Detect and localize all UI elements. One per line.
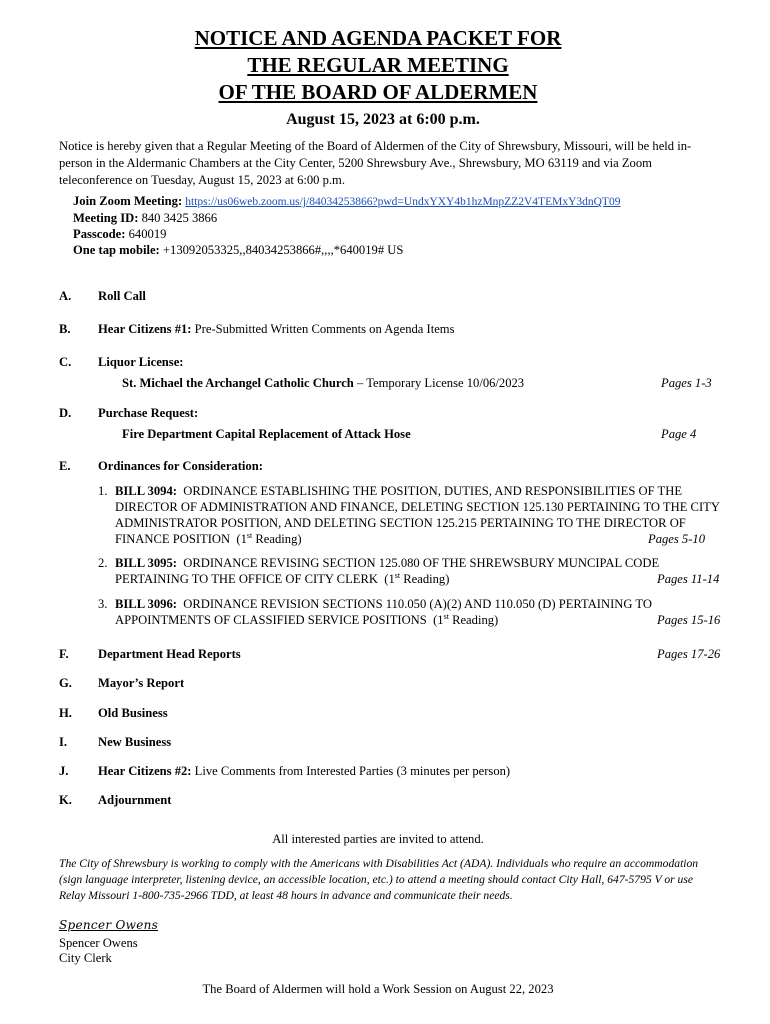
item-title: Purchase Request:	[98, 406, 199, 420]
item-title: Adjournment	[98, 793, 172, 807]
meeting-id-label: Meeting ID:	[73, 211, 139, 225]
notice-paragraph: Notice is hereby given that a Regular Meeting of the Board of Aldermen of the City of Shrewsbury, Missouri, will be held in-person in the Aldermanic Chambers at the City Center, 5200 Shrewsbury Ave., Shrewsbury, MO 63119 and via Zoom teleconference on Tuesday, August 15, 2023 at 6:00 p.m.	[59, 139, 692, 187]
bill-reading: (1st Reading)	[236, 531, 302, 546]
item-title: Mayor’s Report	[98, 676, 185, 690]
item-title: New Business	[98, 735, 172, 749]
item-title: Hear Citizens #2:	[98, 764, 192, 778]
page-ref: Pages 5-10	[648, 532, 706, 546]
bill-id: BILL 3096:	[115, 597, 177, 611]
one-tap-label: One tap mobile:	[73, 243, 160, 257]
item-title: Liquor License:	[98, 355, 184, 369]
ada-notice: The City of Shrewsbury is working to comply with the Americans with Disabilities Act (ADA). Individuals who require an accommodation (sign language interpreter, listening device, an accessible location, etc.) to attend a meeting should contact City Hall, 647-5795 V or use Relay Missouri 1-800-735-2966 TDD, at least 48 hours in advance and communicate their needs.	[59, 857, 699, 902]
signature-script: Spencer Owens	[59, 918, 159, 932]
sub-desc: – Temporary License 10/06/2023	[356, 376, 525, 390]
passcode-value: 640019	[128, 227, 167, 241]
item-letter: B.	[59, 322, 71, 336]
page-ref: Page 4	[661, 427, 697, 441]
item-letter: G.	[59, 676, 72, 690]
signatory-name: Spencer Owens	[59, 936, 138, 950]
bill-desc: ORDINANCE ESTABLISHING THE POSITION, DUTIES, AND RESPONSIBILITIES OF THE DIRECTOR OF ADMINISTRATION AND FINANCE, DELETING SECTION 125.130 PERTAINING TO THE CITY ADMINISTRATOR POSITION, AND DELETING SECTION 125.215 PERTAINING TO THE DIRECTOR OF FINANCE POSITION	[115, 484, 720, 546]
item-title: Hear Citizens #1:	[98, 322, 192, 336]
passcode-label: Passcode:	[73, 227, 126, 241]
item-letter: I.	[59, 735, 68, 749]
bill-id: BILL 3095:	[115, 556, 177, 570]
invitation-text: All interested parties are invited to attend.	[272, 832, 484, 846]
page-ref: Pages 17-26	[657, 647, 721, 661]
page-ref: Pages 1-3	[661, 376, 712, 390]
item-letter: J.	[59, 764, 69, 778]
zoom-passcode	[73, 226, 166, 243]
item-desc: Pre-Submitted Written Comments on Agenda Items	[194, 322, 455, 336]
item-title: Roll Call	[98, 289, 146, 303]
bill-id: BILL 3094:	[115, 484, 177, 498]
zoom-meeting-id	[73, 210, 217, 227]
page-ref: Pages 15-16	[657, 613, 721, 627]
zoom-join	[73, 193, 620, 211]
zoom-one-tap	[73, 242, 403, 259]
bill-number: 1.	[98, 484, 108, 498]
item-letter: E.	[59, 459, 71, 473]
meeting-id-value: 840 3425 3866	[141, 211, 218, 225]
item-letter: H.	[59, 706, 72, 720]
bill-number: 3.	[98, 597, 108, 611]
title-line-2: THE REGULAR MEETING	[247, 53, 509, 77]
item-letter: F.	[59, 647, 69, 661]
item-title: Department Head Reports	[98, 647, 241, 661]
sub-title: St. Michael the Archangel Catholic Church	[122, 376, 354, 390]
item-title: Ordinances for Consideration:	[98, 459, 263, 473]
zoom-join-link[interactable]: https://us06web.zoom.us/j/84034253866?pwd=UndxYXY4b1hzMnpZZ2V4TEMxY3dnQT09	[185, 196, 621, 208]
one-tap-value: +13092053325,,84034253866#,,,,*640019# US	[162, 243, 404, 257]
meeting-date: August 15, 2023 at 6:00 p.m.	[286, 111, 480, 128]
item-letter: K.	[59, 793, 72, 807]
signatory-title: City Clerk	[59, 951, 112, 965]
bill-number: 2.	[98, 556, 108, 570]
item-letter: A.	[59, 289, 72, 303]
title-line-1: NOTICE AND AGENDA PACKET FOR	[194, 26, 562, 50]
bill-desc: ORDINANCE REVISION SECTIONS 110.050 (A)(2) AND 110.050 (D) PERTAINING TO APPOINTMENTS OF CLASSIFIED SERVICE POSITIONS	[115, 597, 652, 627]
bill-reading: (1st Reading)	[384, 571, 450, 586]
bill-reading: (1st Reading)	[433, 612, 499, 627]
bill-desc: ORDINANCE REVISING SECTION 125.080 OF THE SHREWSBURY MUNCIPAL CODE PERTAINING TO THE OFFICE OF CITY CLERK	[115, 556, 660, 586]
sub-title: Fire Department Capital Replacement of Attack Hose	[122, 427, 411, 441]
item-title: Old Business	[98, 706, 168, 720]
item-letter: D.	[59, 406, 72, 420]
zoom-join-label: Join Zoom Meeting:	[73, 194, 183, 208]
item-letter: C.	[59, 355, 72, 369]
title-line-3: OF THE BOARD OF ALDERMEN	[218, 80, 538, 104]
item-desc: Live Comments from Interested Parties (3 minutes per person)	[194, 764, 511, 778]
footer-note: The Board of Aldermen will hold a Work Session on August 22, 2023	[202, 982, 554, 996]
page-ref: Pages 11-14	[657, 572, 720, 586]
